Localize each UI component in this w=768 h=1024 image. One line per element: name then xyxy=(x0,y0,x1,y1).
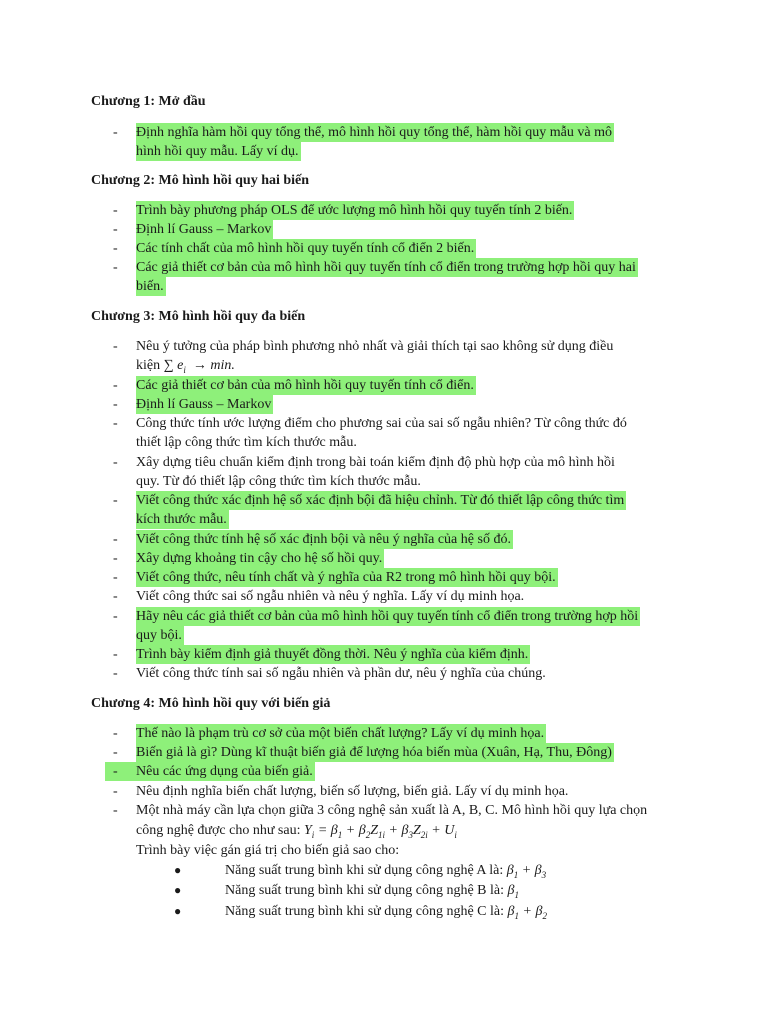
chapter-2-title: Chương 2: Mô hình hồi quy hai biến xyxy=(91,173,310,188)
list-item-line: Công thức tính ước lượng điểm cho phương sai của sai số ngẫu nhiên? Từ công thức đó xyxy=(136,416,627,431)
bullet: ● xyxy=(174,863,182,877)
list-item-line: hình hồi quy mẫu. Lấy ví dụ. xyxy=(136,144,299,159)
list-dash: - xyxy=(113,609,118,624)
list-item-line: Biến giả là gì? Dùng kĩ thuật biến giả để lượng hóa biến mùa (Xuân, Hạ, Thu, Đông) xyxy=(136,745,612,760)
list-item-line: Một nhà máy cần lựa chọn giữa 3 công nghệ sản xuất là A, B, C. Mô hình hồi quy lựa chọn xyxy=(136,803,648,818)
sub-item-text: Năng suất trung bình khi sử dụng công nghệ A là: xyxy=(225,863,504,878)
list-item-line: Trình bày việc gán giá trị cho biến giả sao cho: xyxy=(136,843,400,858)
list-item-line: kích thước mẫu. xyxy=(136,512,227,527)
chapter-3-title: Chương 3: Mô hình hồi quy đa biến xyxy=(91,309,306,324)
beta-expression: $\beta_1 + \beta_2$ xyxy=(507,904,547,921)
list-item-line: Hãy nêu các giả thiết cơ bản của mô hình hồi quy tuyến tính cổ điển trong trường hợp hồi xyxy=(136,609,639,624)
list-item-line: Viết công thức xác định hệ số xác định bội đã hiệu chỉnh. Từ đó thiết lập công thức tìm xyxy=(136,493,625,508)
list-item-line: Xây dựng khoảng tin cậy cho hệ số hồi quy. xyxy=(136,551,383,566)
list-dash: - xyxy=(113,784,118,799)
list-dash: - xyxy=(113,551,118,566)
list-dash: - xyxy=(113,647,118,662)
list-item-line: Định nghĩa hàm hồi quy tổng thể, mô hình hồi quy tổng thể, hàm hồi quy mẫu và mô xyxy=(136,125,612,140)
beta-expression: $\beta_1$ xyxy=(507,883,519,900)
list-item-line: Định lí Gauss – Markov xyxy=(136,222,272,237)
list-dash: - xyxy=(113,745,118,760)
list-dash: - xyxy=(113,416,118,431)
list-item-line: biến. xyxy=(136,279,164,294)
sub-item-text: Năng suất trung bình khi sử dụng công nghệ B là: xyxy=(225,883,505,898)
list-item-line: thiết lập công thức tìm kích thước mẫu. xyxy=(136,435,357,450)
list-item-line: Viết công thức tính sai số ngẫu nhiên và phần dư, nêu ý nghĩa của chúng. xyxy=(136,666,546,681)
chapter-1-title: Chương 1: Mở đầu xyxy=(91,94,206,109)
list-item-line: Xây dựng tiêu chuẩn kiểm định trong bài toán kiểm định độ phù hợp của mô hình hồi xyxy=(136,455,615,470)
list-dash: - xyxy=(113,726,118,741)
list-dash: - xyxy=(113,125,118,140)
list-item-line: Các tính chất của mô hình hồi quy tuyến tính cổ điển 2 biến. xyxy=(136,241,475,256)
list-dash: - xyxy=(113,570,118,585)
list-item-line: Viết công thức sai số ngẫu nhiên và nêu ý nghĩa. Lấy ví dụ minh họa. xyxy=(136,589,525,604)
list-item-text: công nghệ được cho như sau: xyxy=(136,823,301,838)
list-item-line: Các giả thiết cơ bản của mô hình hồi quy tuyến tính cổ điển. xyxy=(136,378,474,393)
sum-formula: ∑ $e_i \to \min$. xyxy=(163,358,235,375)
list-dash: - xyxy=(113,493,118,508)
list-dash: - xyxy=(113,589,118,604)
list-dash: - xyxy=(113,532,118,547)
list-item-line: Nêu ý tưởng của pháp bình phương nhỏ nhất và giải thích tại sao không sử dụng điều xyxy=(136,339,614,354)
bullet: ● xyxy=(174,904,182,918)
list-item-line: Định lí Gauss – Markov xyxy=(136,397,272,412)
beta-expression: $\beta_1 + \beta_3$ xyxy=(506,863,547,880)
list-item-line: Trình bày phương pháp OLS để ước lượng mô hình hồi quy tuyến tính 2 biến. xyxy=(136,203,573,218)
sub-item-line xyxy=(225,902,549,926)
list-item-line: Thế nào là phạm trù cơ sở của một biến chất lượng? Lấy ví dụ minh họa. xyxy=(136,726,545,741)
list-dash: - xyxy=(113,339,118,354)
bullet: ● xyxy=(174,883,182,897)
list-dash: - xyxy=(113,764,118,779)
list-item-line: Viết công thức tính hệ số xác định bội và nêu ý nghĩa của hệ số đó. xyxy=(136,532,511,547)
list-item-line: Các giả thiết cơ bản của mô hình hồi quy tuyến tính cổ điển trong trường hợp hồi quy hai xyxy=(136,260,636,275)
list-item-line: Nêu định nghĩa biến chất lượng, biến số lượng, biến giả. Lấy ví dụ minh họa. xyxy=(136,784,569,799)
list-dash: - xyxy=(113,222,118,237)
list-dash: - xyxy=(113,203,118,218)
list-dash: - xyxy=(113,455,118,470)
list-item-text: kiện xyxy=(136,358,161,373)
list-dash: - xyxy=(113,803,118,818)
list-item-line: Nêu các ứng dụng của biến giả. xyxy=(136,764,313,779)
list-item-line: Viết công thức, nêu tính chất và ý nghĩa của R2 trong mô hình hồi quy bội. xyxy=(136,570,556,585)
list-dash: - xyxy=(113,378,118,393)
sub-item-text: Năng suất trung bình khi sử dụng công nghệ C là: xyxy=(225,904,505,919)
list-dash: - xyxy=(113,260,118,275)
list-dash: - xyxy=(113,241,118,256)
dash-highlight xyxy=(105,762,136,781)
list-item-line: quy bội. xyxy=(136,628,182,643)
chapter-4-title: Chương 4: Mô hình hồi quy với biến giả xyxy=(91,696,331,711)
list-item-line: quy. Từ đó thiết lập công thức tìm kích thước mẫu. xyxy=(136,474,421,489)
regression-formula: $Y_i = \beta_1 + \beta_2Z_{1i} + \beta_3Z_{2i} + U_i$ xyxy=(304,823,457,840)
list-dash: - xyxy=(113,397,118,412)
list-item-line: Trình bày kiểm định giả thuyết đồng thời. Nêu ý nghĩa của kiểm định. xyxy=(136,647,529,662)
list-dash: - xyxy=(113,666,118,681)
